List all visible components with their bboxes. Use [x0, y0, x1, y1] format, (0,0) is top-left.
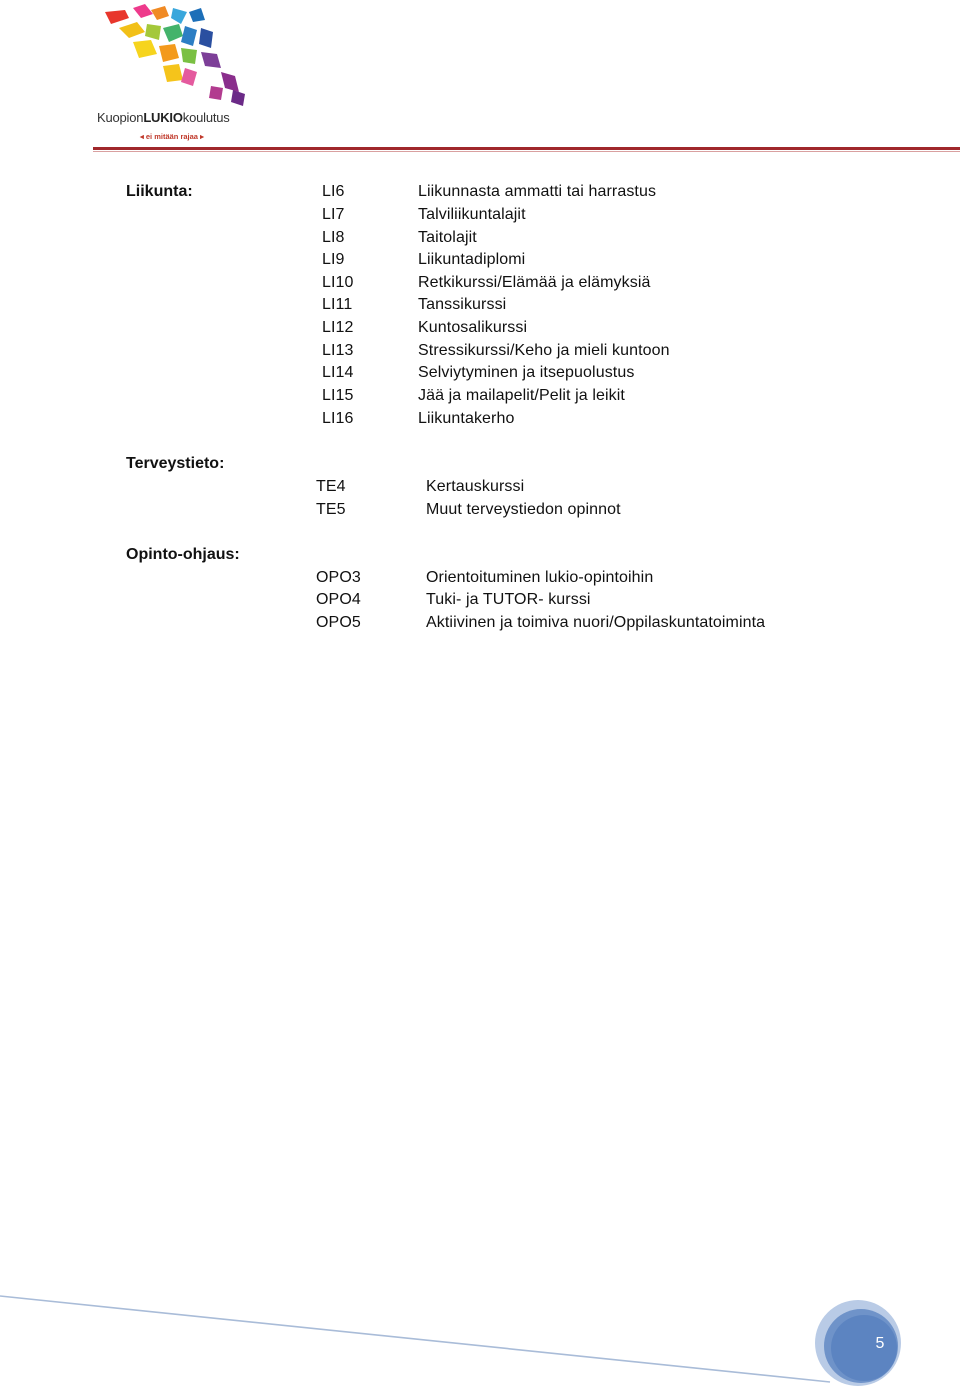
course-title: Kuntosalikurssi: [418, 319, 528, 336]
kuopion-lukio-logo: [93, 2, 263, 148]
course-title: Taitolajit: [418, 229, 477, 246]
header-rule: [93, 147, 960, 152]
course-title: Tanssikurssi: [418, 296, 507, 313]
course-code: LI10: [322, 274, 354, 291]
course-code: LI13: [322, 342, 354, 359]
logo-name-part1: Kuopion: [97, 110, 144, 125]
course-code: OPO4: [316, 591, 361, 608]
course-title: Jää ja mailapelit/Pelit ja leikit: [418, 387, 625, 404]
logo-wordmark: [97, 110, 230, 125]
course-title: Liikuntakerho: [418, 410, 515, 427]
section-label-terveystieto: Terveystieto:: [126, 455, 225, 472]
logo-name-part2: LUKIO: [143, 110, 183, 125]
section-label-opinto-ohjaus: Opinto-ohjaus:: [126, 546, 240, 563]
course-title: Talviliikuntalajit: [418, 206, 526, 223]
page-number: 5: [875, 1335, 885, 1352]
course-title: Tuki- ja TUTOR- kurssi: [426, 591, 591, 608]
course-title: Aktiivinen ja toimiva nuori/Oppilaskuntatoiminta: [426, 614, 766, 631]
course-code: TE5: [316, 501, 346, 518]
course-title: Liikuntadiplomi: [418, 251, 526, 268]
course-code: LI6: [322, 183, 345, 200]
course-title: Retkikurssi/Elämää ja elämyksiä: [418, 274, 651, 291]
course-code: LI9: [322, 251, 345, 268]
course-title: Orientoituminen lukio-opintoihin: [426, 569, 654, 586]
course-title: Stressikurssi/Keho ja mieli kuntoon: [418, 342, 670, 359]
course-code: LI14: [322, 364, 354, 381]
course-title: Kertauskurssi: [426, 478, 525, 495]
section-label-liikunta: Liikunta:: [126, 183, 193, 200]
course-code: LI7: [322, 206, 345, 223]
course-code: LI12: [322, 319, 354, 336]
logo-tagline-text: ei mitään rajaa: [145, 132, 198, 141]
course-code: TE4: [316, 478, 346, 495]
course-code: OPO3: [316, 569, 361, 586]
logo-tagline: ◂ ei mitään rajaa ▸: [140, 132, 204, 141]
course-title: Liikunnasta ammatti tai harrastus: [418, 183, 657, 200]
course-code: LI15: [322, 387, 354, 404]
course-code: LI8: [322, 229, 345, 246]
course-code: OPO5: [316, 614, 361, 631]
course-code: LI11: [322, 296, 353, 313]
course-code: LI16: [322, 410, 354, 427]
course-title: Selviytyminen ja itsepuolustus: [418, 364, 635, 381]
logo-name-part3: koulutus: [182, 110, 230, 125]
course-title: Muut terveystiedon opinnot: [426, 501, 621, 518]
